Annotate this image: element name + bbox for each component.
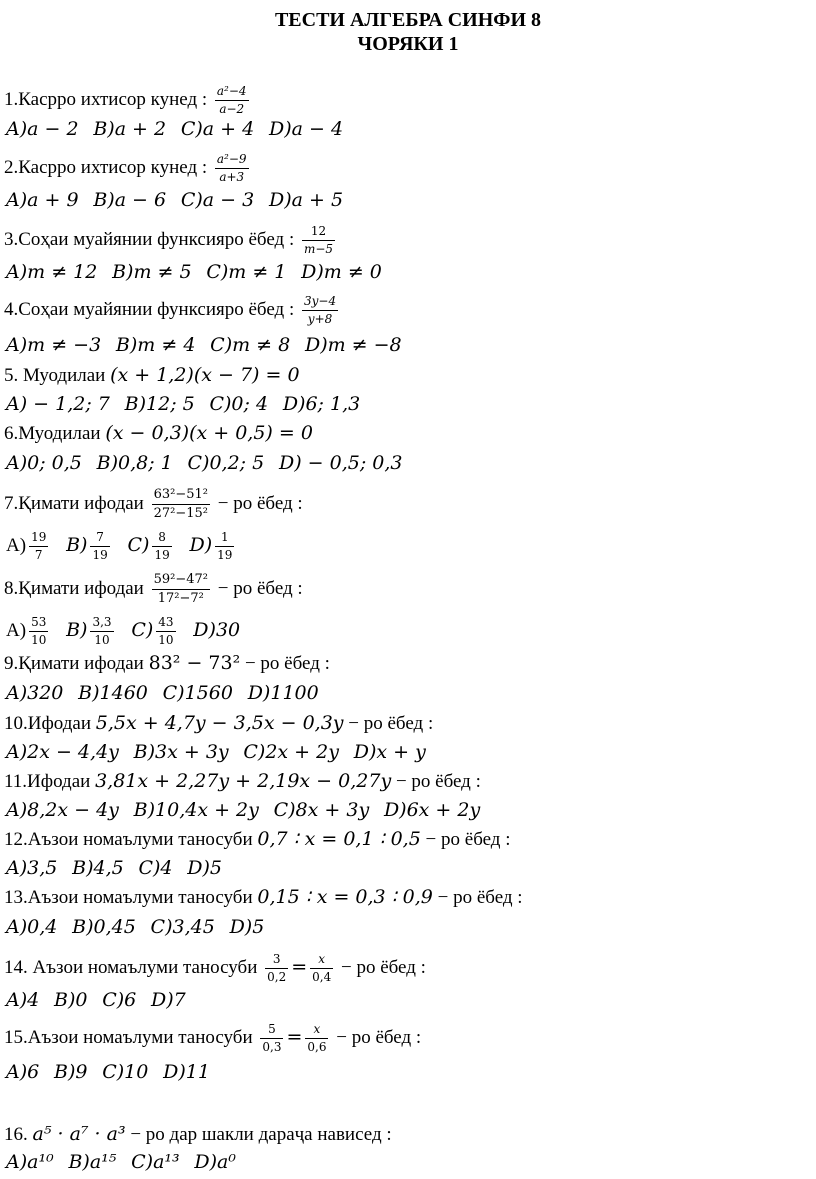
option-b[interactable]: B)12; 5 xyxy=(124,393,195,415)
question-text: 13.Аъзои номаълуми таносуби xyxy=(4,887,253,908)
option-a[interactable]: A)6 xyxy=(6,1061,40,1083)
option-a[interactable]: A)0,4 xyxy=(6,916,58,938)
option-d[interactable]: D)m ≠ −8 xyxy=(304,334,402,356)
question-16 xyxy=(4,1122,392,1147)
answers-16 xyxy=(6,1150,246,1175)
fraction xyxy=(215,152,249,185)
option-b[interactable]: B)a¹⁵ xyxy=(68,1151,117,1173)
answers-5 xyxy=(6,392,370,417)
option-a[interactable]: A) − 1,2; 7 xyxy=(6,393,110,415)
fraction-denominator: 10 xyxy=(31,633,47,647)
question-tail: − ро ёбед : xyxy=(425,829,511,850)
question-14 xyxy=(4,952,426,985)
answers-7 xyxy=(6,530,247,563)
proportion: 0,15 ∶ x = 0,3 ∶ 0,9 xyxy=(257,886,433,908)
option-b[interactable]: B)10,4x + 2y xyxy=(133,799,259,821)
question-10 xyxy=(4,711,433,736)
option-d[interactable]: D)6; 1,3 xyxy=(282,393,361,415)
question-text: 10.Ифодаи xyxy=(4,713,92,734)
equation: (x − 0,3)(x + 0,5) = 0 xyxy=(105,422,313,444)
option-d[interactable]: D)x + y xyxy=(353,741,426,763)
fraction-numerator: 63²−51² xyxy=(152,487,210,505)
question-3 xyxy=(4,224,338,257)
test-subtitle: ЧОРЯКИ 1 xyxy=(357,33,459,55)
answers-6 xyxy=(6,451,413,476)
fraction-numerator: a²−9 xyxy=(215,152,249,169)
option-a[interactable]: A)2x − 4,4y xyxy=(6,741,119,763)
answers-14 xyxy=(6,988,196,1013)
fraction-left xyxy=(260,1022,283,1055)
question-text: 4.Соҳаи муайянии функсияро ёбед : xyxy=(4,298,295,320)
option-c[interactable]: C)m ≠ 8 xyxy=(210,334,291,356)
question-tail: − ро ёбед : xyxy=(244,653,330,674)
fraction-numerator: 8 xyxy=(152,530,171,547)
option-c[interactable] xyxy=(127,530,180,562)
question-text: 14. Аъзои номаълуми таносуби xyxy=(4,956,258,978)
question-tail: − ро ёбед : xyxy=(217,492,303,514)
question-tail: − ро ёбед : xyxy=(437,887,523,908)
proportion: 0,7 ∶ x = 0,1 ∶ 0,5 xyxy=(257,828,421,850)
fraction-denominator: 10 xyxy=(94,633,110,647)
question-15 xyxy=(4,1022,421,1055)
fraction-numerator: a²−4 xyxy=(215,84,249,101)
fraction-numerator: 1 xyxy=(215,530,234,547)
answers-12 xyxy=(6,856,232,881)
question-tail: − ро ёбед : xyxy=(348,713,434,734)
question-6 xyxy=(4,421,313,446)
question-text: 11.Ифодаи xyxy=(4,771,91,792)
option-letter: A) xyxy=(6,534,27,556)
fraction-denominator: 10 xyxy=(158,633,174,647)
question-1 xyxy=(4,84,252,117)
question-tail: − ро ёбед : xyxy=(336,1026,422,1048)
option-b[interactable] xyxy=(66,615,121,647)
question-13 xyxy=(4,885,523,910)
fraction xyxy=(302,224,335,257)
question-text: 15.Аъзои номаълуми таносуби xyxy=(4,1026,253,1048)
option-d[interactable]: D)a + 5 xyxy=(268,189,344,211)
fraction-numerator: 3,3 xyxy=(90,615,113,632)
fraction-denominator: 7 xyxy=(34,548,43,562)
fraction-numerator: 43 xyxy=(156,615,175,632)
answers-10 xyxy=(6,740,436,765)
question-7 xyxy=(4,487,303,522)
question-5 xyxy=(4,363,300,388)
fraction-denominator: a−2 xyxy=(219,102,245,116)
fraction-numerator: 7 xyxy=(90,530,109,547)
option-d[interactable]: D)7 xyxy=(151,989,186,1011)
option-a[interactable]: A)4 xyxy=(6,989,40,1011)
answers-13 xyxy=(6,915,274,940)
fraction-denominator: 0,3 xyxy=(262,1040,282,1054)
option-a[interactable]: A)m ≠ −3 xyxy=(6,334,102,356)
fraction-numerator: 59²−47² xyxy=(152,572,210,590)
option-c[interactable]: C)2x + 2y xyxy=(243,741,339,763)
equals-sign: = xyxy=(286,1025,303,1048)
answers-11 xyxy=(6,798,490,823)
question-tail: − ро дар шакли дараҷа нависед : xyxy=(130,1124,392,1145)
option-a[interactable] xyxy=(6,530,56,562)
question-text: 2.Касрро ихтисор кунед : xyxy=(4,156,208,178)
option-a[interactable]: A)a − 2 xyxy=(6,118,79,140)
option-c[interactable]: C)4 xyxy=(138,857,173,879)
option-a[interactable]: A)m ≠ 12 xyxy=(6,261,98,283)
fraction-numerator: 3 xyxy=(265,952,288,969)
question-4 xyxy=(4,294,341,327)
question-text: 8.Қимати ифодаи xyxy=(4,577,144,599)
answers-2 xyxy=(6,188,353,213)
option-letter: D) xyxy=(189,533,213,556)
option-d[interactable]: D)6x + 2y xyxy=(383,799,481,821)
fraction-denominator: m−5 xyxy=(303,242,334,256)
option-a[interactable]: A)a¹⁰ xyxy=(6,1151,54,1173)
option-c[interactable]: C)1560 xyxy=(162,682,233,704)
option-c[interactable]: C)m ≠ 1 xyxy=(206,261,287,283)
answers-15 xyxy=(6,1060,220,1085)
expression: 3,81x + 2,27y + 2,19x − 0,27y xyxy=(95,770,392,792)
option-b[interactable]: B)a + 2 xyxy=(93,118,167,140)
question-9 xyxy=(4,651,330,676)
option-d[interactable]: D)a − 4 xyxy=(268,118,344,140)
option-b[interactable] xyxy=(66,530,117,562)
fraction-denominator: 0,4 xyxy=(312,970,332,984)
option-c[interactable]: C)6 xyxy=(102,989,137,1011)
option-a[interactable]: A)a + 9 xyxy=(6,189,79,211)
fraction-numerator: 5 xyxy=(260,1022,283,1039)
option-b[interactable]: B)m ≠ 5 xyxy=(112,261,192,283)
option-d[interactable]: D)5 xyxy=(187,857,222,879)
question-text: 7.Қимати ифодаи xyxy=(4,492,144,514)
option-d[interactable]: D)m ≠ 0 xyxy=(301,261,382,283)
fraction-numerator: x xyxy=(310,952,333,969)
equals-sign: = xyxy=(291,955,308,978)
fraction-right xyxy=(310,952,333,985)
test-title: ТЕСТИ АЛГЕБРА СИНФИ 8 xyxy=(274,9,542,31)
fraction xyxy=(152,487,210,522)
option-c[interactable]: C)0; 4 xyxy=(209,393,269,415)
option-a[interactable]: A)320 xyxy=(6,682,64,704)
question-text: 9.Қимати ифодаи xyxy=(4,653,144,674)
option-b[interactable]: B)3x + 3y xyxy=(133,741,229,763)
option-a[interactable]: A)0; 0,5 xyxy=(6,452,82,474)
option-d[interactable]: D) − 0,5; 0,3 xyxy=(278,452,403,474)
fraction-denominator: 0,6 xyxy=(307,1040,327,1054)
question-tail: − ро ёбед : xyxy=(340,956,426,978)
fraction-numerator: 3y−4 xyxy=(302,294,338,311)
fraction-denominator: 19 xyxy=(92,548,108,562)
fraction xyxy=(152,572,210,607)
question-text: 16. xyxy=(4,1124,28,1145)
expression: 5,5x + 4,7y − 3,5x − 0,3y xyxy=(95,712,344,734)
fraction-denominator: 0,2 xyxy=(267,970,287,984)
option-c[interactable]: C)0,2; 5 xyxy=(187,452,265,474)
option-a[interactable]: A)8,2x − 4y xyxy=(6,799,119,821)
answers-3 xyxy=(6,260,392,285)
option-b[interactable]: B)4,5 xyxy=(72,857,124,879)
fraction-denominator: 27²−15² xyxy=(153,506,209,521)
fraction-right xyxy=(305,1022,328,1055)
question-text: 6.Муодилаи xyxy=(4,423,101,444)
question-tail: − ро ёбед : xyxy=(217,577,303,599)
option-b[interactable]: B)1460 xyxy=(78,682,148,704)
fraction-numerator: x xyxy=(305,1022,328,1039)
option-d[interactable]: D)11 xyxy=(163,1061,210,1083)
option-b[interactable]: B)0 xyxy=(53,989,88,1011)
fraction-denominator: 17²−7² xyxy=(157,591,204,606)
question-text: 12.Аъзои номаълуми таносуби xyxy=(4,829,253,850)
fraction-numerator: 53 xyxy=(29,615,48,632)
fraction-denominator: a+3 xyxy=(219,170,245,184)
option-b[interactable]: B)0,45 xyxy=(72,916,136,938)
answers-9 xyxy=(6,681,329,706)
option-d[interactable]: D)a⁰ xyxy=(194,1151,236,1173)
answers-4 xyxy=(6,333,412,358)
fraction-numerator: 12 xyxy=(302,224,335,241)
question-12 xyxy=(4,827,511,852)
option-c[interactable]: C)a + 4 xyxy=(180,118,255,140)
fraction xyxy=(302,294,338,327)
option-d[interactable]: D)30 xyxy=(193,618,241,641)
option-c[interactable] xyxy=(131,615,183,647)
option-b[interactable]: B)a − 6 xyxy=(93,189,167,211)
option-letter: C) xyxy=(131,618,154,641)
question-2 xyxy=(4,152,252,185)
option-d[interactable]: D)5 xyxy=(229,916,265,938)
option-letter: A) xyxy=(6,619,27,641)
option-c[interactable]: C)3,45 xyxy=(150,916,215,938)
fraction-denominator: y+8 xyxy=(307,312,333,326)
fraction-denominator: 19 xyxy=(154,548,170,562)
option-c[interactable]: C)a − 3 xyxy=(180,189,255,211)
fraction-numerator: 19 xyxy=(29,530,48,547)
question-text: 3.Соҳаи муайянии функсияро ёбед : xyxy=(4,228,295,250)
option-c[interactable]: C)a¹³ xyxy=(131,1151,180,1173)
expression: 83² − 73² xyxy=(148,652,241,674)
option-c[interactable]: C)10 xyxy=(102,1061,149,1083)
expression: a⁵ · a⁷ · a³ xyxy=(32,1123,126,1145)
option-b[interactable]: B)m ≠ 4 xyxy=(115,334,196,356)
fraction-denominator: 19 xyxy=(217,548,233,562)
option-letter: C) xyxy=(127,533,150,556)
option-a[interactable] xyxy=(6,615,56,647)
answers-8 xyxy=(6,615,250,648)
option-b[interactable]: B)9 xyxy=(53,1061,88,1083)
option-letter: B) xyxy=(66,533,88,556)
fraction xyxy=(215,84,249,117)
question-text: 1.Касрро ихтисор кунед : xyxy=(4,88,208,110)
option-d[interactable] xyxy=(189,530,237,562)
option-c[interactable]: C)8x + 3y xyxy=(273,799,370,821)
fraction-left xyxy=(265,952,288,985)
option-letter: B) xyxy=(66,618,88,641)
option-d[interactable]: D)1100 xyxy=(247,682,319,704)
option-a[interactable]: A)3,5 xyxy=(6,857,58,879)
question-tail: − ро ёбед : xyxy=(395,771,481,792)
question-11 xyxy=(4,769,481,794)
question-8 xyxy=(4,572,303,607)
question-text: 5. Муодилаи xyxy=(4,365,106,386)
answers-1 xyxy=(6,117,353,142)
equation: (x + 1,2)(x − 7) = 0 xyxy=(110,364,300,386)
option-b[interactable]: B)0,8; 1 xyxy=(96,452,173,474)
